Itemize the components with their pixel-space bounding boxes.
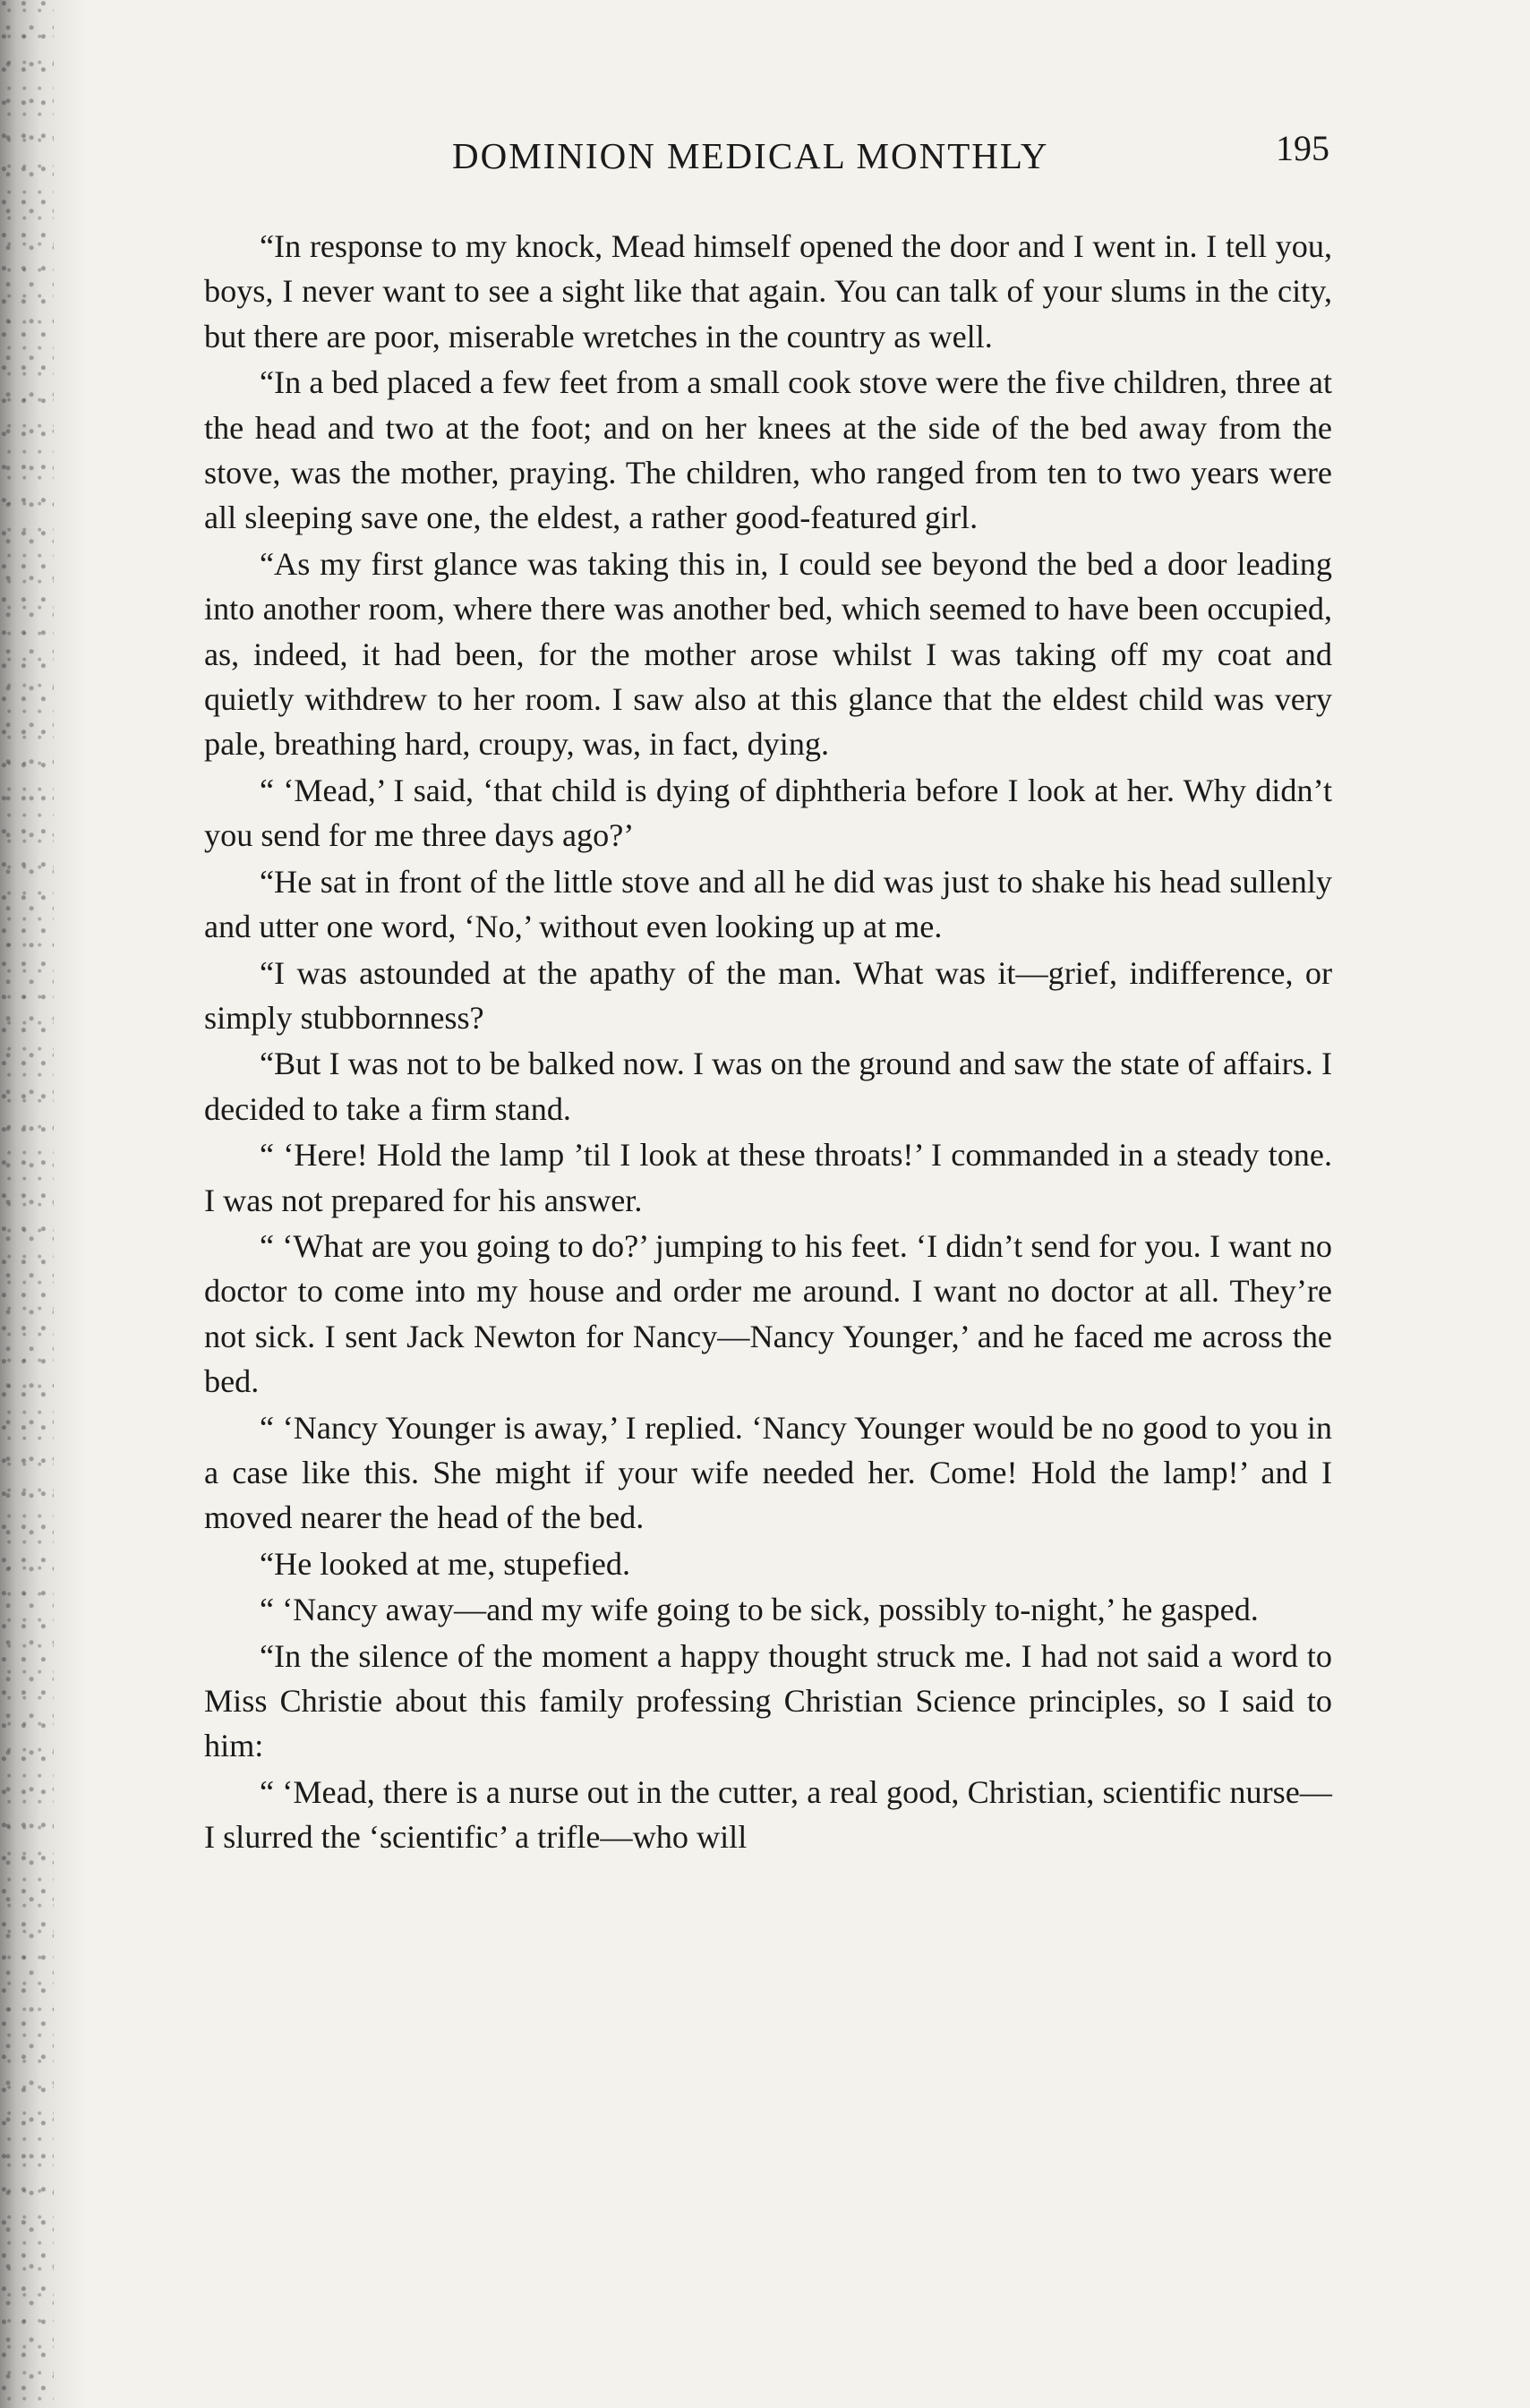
paragraph: “ ‘Mead, there is a nurse out in the cutter, a real good, Christian, scientific nurse—I slurred the ‘scientific’ a trifle—who will xyxy=(204,1773,1332,1856)
paragraph: “ ‘Here! Hold the lamp ’til I look at these throats!’ I commanded in a steady tone. I was not prepared for his answer. xyxy=(204,1137,1332,1218)
binding-speckle xyxy=(0,0,54,2408)
paragraph: “ ‘Mead,’ I said, ‘that child is dying of diphtheria before I look at her. Why didn’t you send for me three days ago?’ xyxy=(204,772,1332,854)
paragraph: “In a bed placed a few feet from a small cook stove were the five children, three at the head and two at the foot; and on her knees at the side of the bed away from the stove, was the mother, praying. The children, who ranged from ten to two years were all sleeping save one, the eldest, a rather good-featured girl. xyxy=(204,364,1332,536)
paragraph: “ ‘Nancy Younger is away,’ I replied. ‘Nancy Younger would be no good to you in a case like this. She might if your wife needed her. Come! Hold the lamp!’ and I moved nearer the head of the bed. xyxy=(204,1409,1332,1536)
paragraph: “ ‘What are you going to do?’ jumping to his feet. ‘I didn’t send for you. I want no doctor to come into my house and order me around. I want no doctor at all. They’re not sick. I sent Jack Newton for Nancy—Nancy Younger,’ and he faced me across the bed. xyxy=(204,1227,1332,1400)
paragraph: “In the silence of the moment a happy thought struck me. I had not said a word to Miss Christie about this family professing Christian Science principles, so I said to him: xyxy=(204,1637,1332,1764)
paragraph: “He sat in front of the little stove and all he did was just to shake his head sullenly and utter one word, ‘No,’ without even looking up at me. xyxy=(204,863,1332,945)
paragraph: “In response to my knock, Mead himself opened the door and I went in. I tell you, boys, I never want to see a sight like that again. You can talk of your slums in the city, but there are poor, miserable wretches in the country as well. xyxy=(204,228,1332,354)
page-number: 195 xyxy=(1276,128,1329,168)
body-text xyxy=(204,224,1332,1861)
page-header xyxy=(201,128,1329,197)
paragraph: “But I was not to be balked now. I was on the ground and saw the state of affairs. I decided to take a firm stand. xyxy=(204,1046,1332,1127)
paragraph: “ ‘Nancy away—and my wife going to be sick, possibly to-night,’ he gasped. xyxy=(260,1592,1259,1628)
paragraph: “He looked at me, stupefied. xyxy=(260,1545,631,1582)
running-head: DOMINION MEDICAL MONTHLY xyxy=(452,135,1049,176)
paragraph: “As my first glance was taking this in, I could see beyond the bed a door leading into another room, where there was another bed, which seemed to have been occupied, as, indeed, it had been, for the mother arose whilst I was taking off my coat and quietly withdrew to her room. I saw also at this glance that the eldest child was very pale, breathing hard, croupy, was, in fact, dying. xyxy=(204,545,1332,763)
paragraph: “I was astounded at the apathy of the man. What was it—grief, indifference, or simply stubbornness? xyxy=(204,954,1332,1036)
